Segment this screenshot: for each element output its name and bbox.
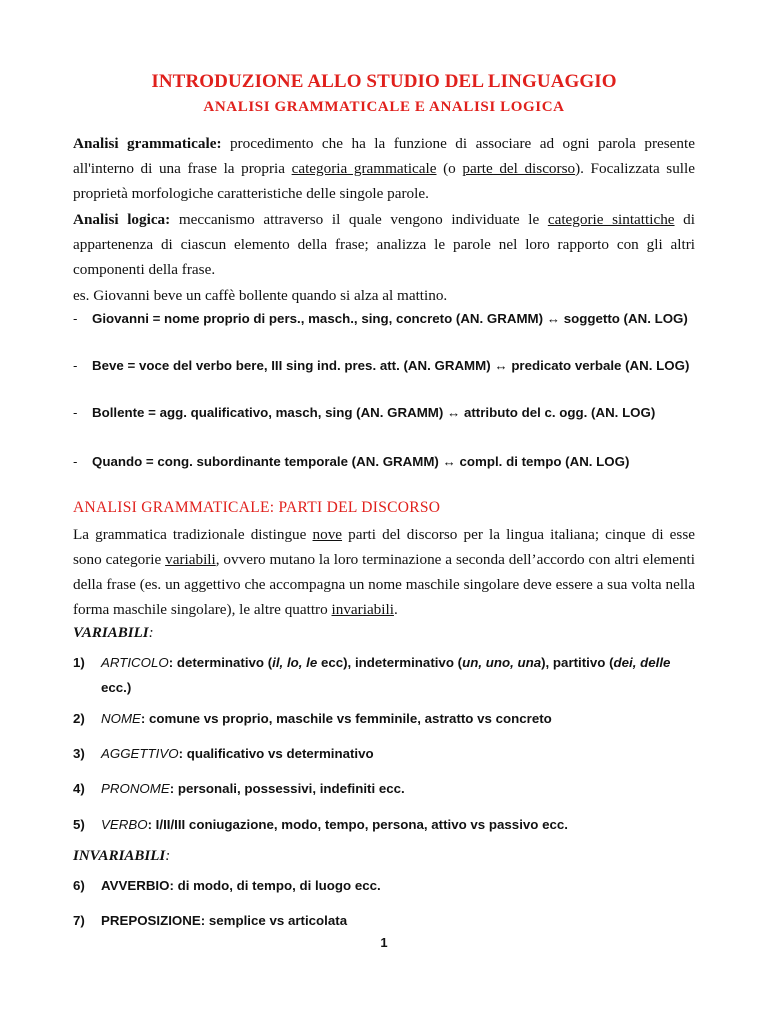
item-number: 3) xyxy=(73,746,85,761)
category-label: VARIABILI xyxy=(73,625,149,641)
text: meccanismo attraverso il quale vengono individuate le xyxy=(170,211,548,228)
page-number: 1 xyxy=(380,935,388,950)
underlined-term: invariabili xyxy=(331,601,394,618)
item-body: AVVERBIO: di modo, di tempo, di luogo ecc. xyxy=(101,878,381,893)
text: parti del discorso per la lingua italiana; cinque di esse sono categorie xyxy=(73,526,695,568)
text: : comune vs proprio, maschile vs femminile, astratto vs concreto xyxy=(140,711,552,726)
text: : I/II/III coniugazione, modo, tempo, persona, attivo vs passivo ecc. xyxy=(147,817,568,832)
text: La grammatica tradizionale distingue xyxy=(73,526,313,543)
text: : qualificativo vs determinativo xyxy=(178,746,374,761)
paragraph-analisi-logica xyxy=(73,207,695,282)
item-number: 5) xyxy=(73,817,85,832)
item-body xyxy=(101,706,695,731)
item-name: ARTICOLO xyxy=(101,655,169,670)
category-label: INVARIABILI xyxy=(73,848,166,864)
category-label-invariabili xyxy=(73,848,170,865)
section-heading: ANALISI GRAMMATICALE: PARTI DEL DISCORSO xyxy=(73,499,441,516)
underlined-term: nove xyxy=(312,526,343,543)
item-body: PREPOSIZIONE: semplice vs articolata xyxy=(101,913,348,928)
paragraph-parti-del-discorso xyxy=(73,522,695,622)
list-item-text: Giovanni = nome proprio di pers., masch., sing, concreto (AN. GRAMM) ↔ soggetto (AN. LOG) xyxy=(92,311,688,326)
text: ecc.) xyxy=(101,680,132,695)
item-number: 6) xyxy=(73,878,85,893)
text: . xyxy=(393,601,398,618)
text: di appartenenza di ciascun elemento della frase; analizza le parole nel loro rapporto con gli altri componenti della frase. xyxy=(73,211,695,278)
term-label: Analisi logica: xyxy=(73,211,171,228)
item-number: 1) xyxy=(73,655,85,670)
list-item-text: Beve = voce del verbo bere, III sing ind. pres. att. (AN. GRAMM) ↔ predicato verbale (AN. LOG) xyxy=(92,358,690,373)
item-number: 4) xyxy=(73,781,85,796)
text: ), partitivo ( xyxy=(541,655,614,670)
paragraph-analisi-grammaticale xyxy=(73,131,695,206)
item-number: 7) xyxy=(73,913,85,928)
category-label-variabili xyxy=(73,625,154,642)
text: procedimento che ha la funzione di associare ad ogni parola presente all'interno di una frase la propria xyxy=(73,135,695,177)
item-name: AGGETTIVO xyxy=(101,746,179,761)
item-name: VERBO xyxy=(101,817,148,832)
italic-text: dei, delle xyxy=(613,655,671,670)
bullet-dash: - xyxy=(73,358,78,373)
document-subtitle: ANALISI GRAMMATICALE E ANALISI LOGICA xyxy=(203,99,565,115)
italic-text: un, uno, una xyxy=(462,655,542,670)
text: ecc), indeterminativo ( xyxy=(317,655,463,670)
item-body xyxy=(101,776,695,801)
underlined-term: categoria grammaticale xyxy=(291,160,437,177)
item-body xyxy=(101,741,695,766)
text: , ovvero mutano la loro terminazione a seconda dell’accordo con altri elementi della frase (es. un aggettivo che accompagna un nome maschile singolare deve essere a sua volta nella forma maschile singolare), le altre quattro xyxy=(73,551,695,618)
underlined-term: categorie sintattiche xyxy=(547,211,675,228)
bullet-dash: - xyxy=(73,454,78,469)
text: : personali, possessivi, indefiniti ecc. xyxy=(169,781,405,796)
underlined-term: variabili xyxy=(165,551,216,568)
underlined-term: parte del discorso xyxy=(462,160,576,177)
colon: : xyxy=(165,848,171,864)
item-body xyxy=(101,812,695,837)
term-label: Analisi grammaticale: xyxy=(73,135,222,152)
item-body xyxy=(101,650,695,700)
text: ). Focalizzata sulle proprietà morfologiche caratteristiche delle singole parole. xyxy=(73,160,695,202)
bullet-dash: - xyxy=(73,311,78,326)
document-title: INTRODUZIONE ALLO STUDIO DEL LINGUAGGIO xyxy=(151,71,617,92)
colon: : xyxy=(148,625,154,641)
item-name: NOME xyxy=(101,711,141,726)
item-number: 2) xyxy=(73,711,85,726)
item-name: PRONOME xyxy=(101,781,170,796)
example-sentence: es. Giovanni beve un caffè bollente quando si alza al mattino. xyxy=(73,287,448,304)
italic-text: il, lo, le xyxy=(272,655,318,670)
text: (o xyxy=(436,160,463,177)
list-item-text: Quando = cong. subordinante temporale (AN. GRAMM) ↔ compl. di tempo (AN. LOG) xyxy=(92,454,630,469)
bullet-dash: - xyxy=(73,405,78,420)
list-item-text: Bollente = agg. qualificativo, masch, sing (AN. GRAMM) ↔ attributo del c. ogg. (AN. LOG) xyxy=(92,405,656,420)
text: : determinativo ( xyxy=(168,655,273,670)
